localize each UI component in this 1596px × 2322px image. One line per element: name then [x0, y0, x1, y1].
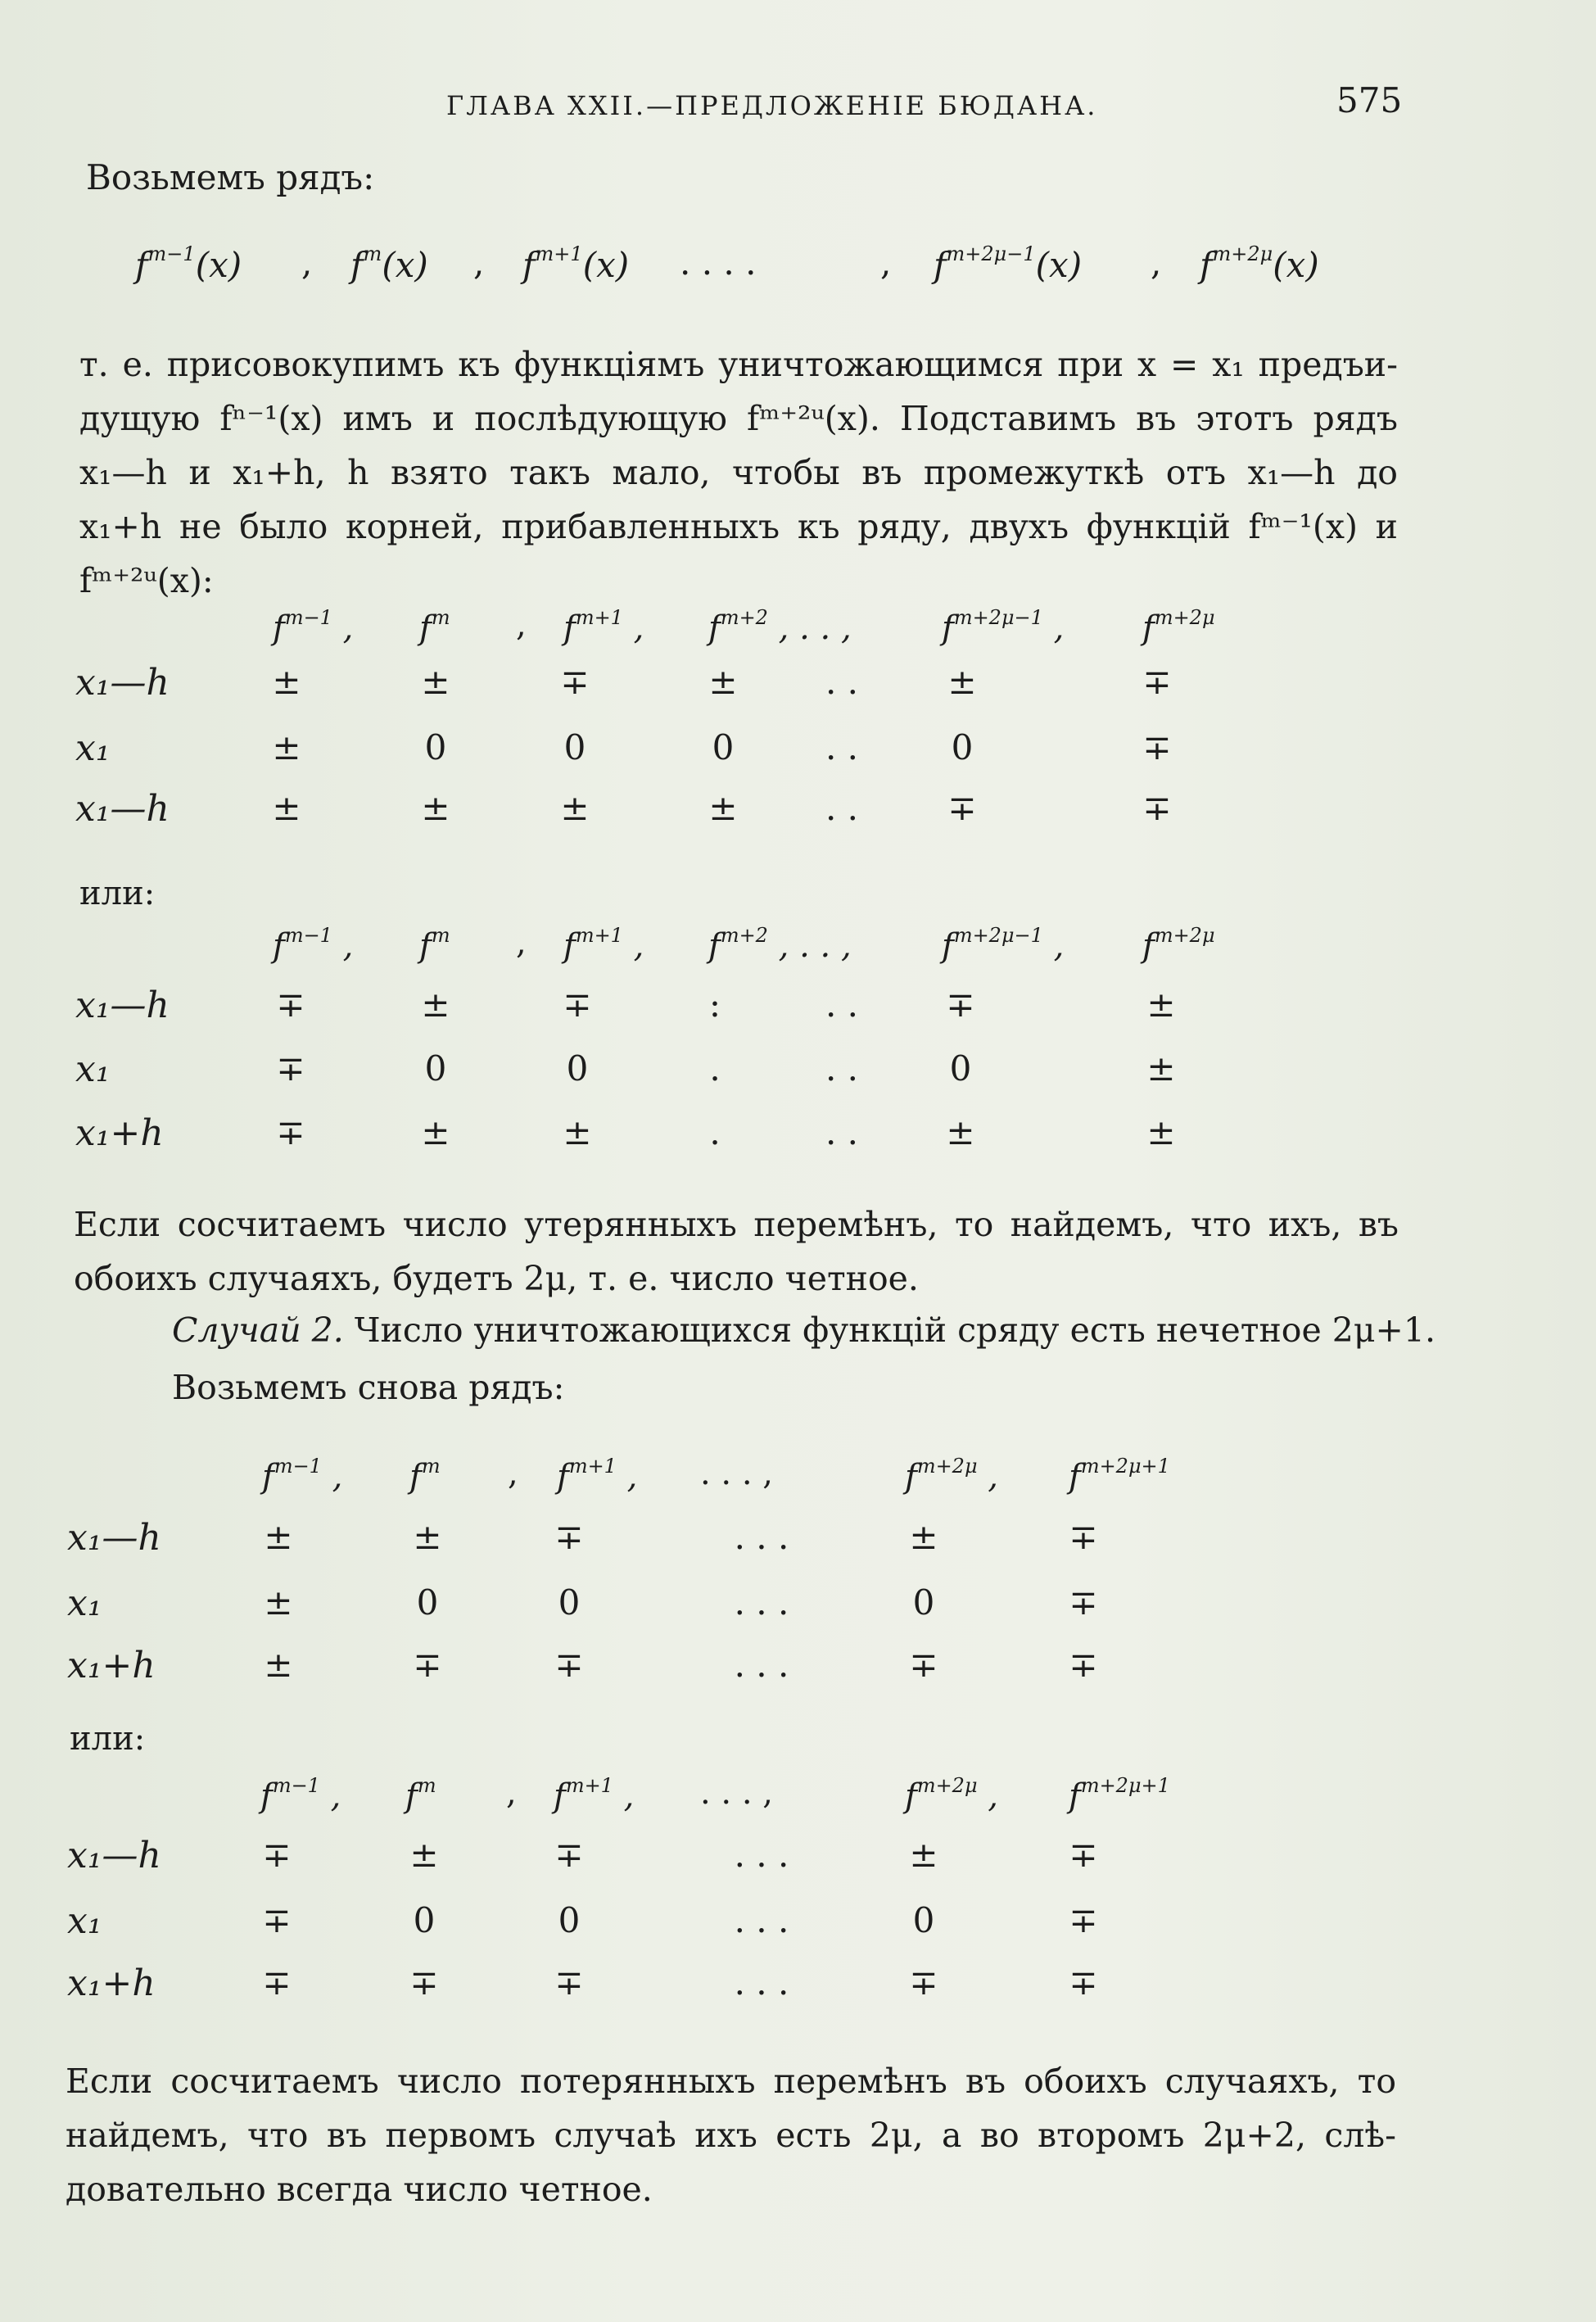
seq-f-m-plus-1: $f^{m+1}(x)$: [522, 242, 630, 285]
page-number: 575: [1336, 80, 1403, 120]
row-label: x₁—h: [67, 1517, 161, 1559]
row-label: x₁—h: [75, 662, 170, 704]
running-header: [0, 80, 1596, 129]
seq-f-m: $f^m(x)$: [350, 242, 428, 285]
or-label-1: или:: [79, 875, 156, 912]
case-2-text: Число уничтожающихся функцій сряду есть нечетное 2μ+1.: [354, 1310, 1435, 1350]
row-label: x₁: [67, 1900, 102, 1942]
paragraph-3: Если сосчитаемъ число потерянныхъ перемѣнъ въ обоихъ случаяхъ, то найдемъ, что въ первомъ случаѣ ихъ есть 2μ, а во второмъ 2μ+2, слѣ- довательно всегда число четное.: [66, 2062, 1396, 2209]
row-label: x₁+h: [75, 1112, 164, 1154]
case-2-line: [172, 1310, 1435, 1350]
row-label: x₁: [75, 727, 111, 769]
paragraph-1: т. е. присовокупимъ къ функціямъ уничтожающимся при x = x₁ предъи- дущую fⁿ⁻¹(x) имъ и послѣдующую fᵐ⁺²ᵘ(x). Подставимъ въ этотъ рядъ x₁—h и x₁+h, h взято такъ мало, чтобы въ промежуткѣ отъ x₁—h до x₁+h не было корней, прибавленныхъ къ ряду, двухъ функцій fᵐ⁻¹(x) и fᵐ⁺²ᵘ(x):: [79, 345, 1398, 600]
seq-ellipsis: . . . .: [680, 242, 757, 283]
row-label: x₁—h: [75, 788, 170, 830]
row-label: x₁: [67, 1582, 102, 1624]
seq-f-m-minus-1: $f^{m-1}(x)$: [135, 242, 242, 285]
seq-f-m-plus-2mu: $f^{m+2\mu}(x)$: [1200, 242, 1319, 285]
intro-2: Возьмемъ снова рядъ:: [172, 1368, 565, 1407]
row-label: x₁: [75, 1048, 111, 1090]
row-label: x₁—h: [75, 984, 170, 1026]
row-label: x₁—h: [67, 1835, 161, 1876]
function-sequence: $f^{m-1}(x)$ , $f^m(x)$ , $f^{m+1}(x)$ . . . . , $f^{m+2\mu-1}(x)$ , $f^{m+2\mu}(x)$: [135, 242, 1319, 285]
chapter-title: ГЛАВА XXII.—ПРЕДЛОЖЕНІЕ БЮДАНА.: [446, 90, 1098, 121]
book-page: ГЛАВА XXII.—ПРЕДЛОЖЕНІЕ БЮДАНА. 575 Возьмемъ рядъ: $f^{m-1}(x)$ , $f^m(x)$ , $f^{m+1}(x)$ . . . . , $f^{m+2\mu-1}(x)$ , $f^{m+2\mu}(x)$ т. е. присовокупимъ къ функціямъ уничтожающимся при x = x₁ предъи- дущую fⁿ⁻¹(x) имъ и послѣдующую fᵐ⁺²ᵘ(x). Подставимъ въ этотъ рядъ x₁—h и x₁+h, h взято такъ мало, чтобы въ промежуткѣ отъ x₁—h до x₁+h не было корней, прибавленныхъ къ ряду, двухъ функцій fᵐ⁻¹(x) и fᵐ⁺²ᵘ(x): $f^{m-1}$ , $f^m$ , $f^{m+1}$ , $f^{m+2}$ , . . , $f^{m+2\mu-1}$ , $f^{m+2\mu}$ x₁—h x₁ x₁—h ± ± ∓ ± . . ± ∓ ± 0 0 0 . . 0 ∓ ± ± ± ± . . ∓ ∓ или: $f^{m-1}$ , $f^m$ , $f^{m+1}$ , $f^{m+2}$ , . . , $f^{m+2\mu-1}$ , $f^{m+2\mu}$ x₁—h x₁ x₁+h ∓ ± ∓ : . . ∓ ± ∓ 0 0 . . . 0 ± ∓ ± ± . . . ± ± Если сосчитаемъ число утерянныхъ перемѣнъ, то найдемъ, что ихъ, въ обоихъ случаяхъ, будетъ 2μ, т. е. число четное. Случай 2. Число уничтожающихся функцій сряду есть нечетное 2μ+1. Возьмемъ снова рядъ: $f^{m-1}$ , $f^m$ , $f^{m+1}$ , . . . , $f^{m+2\mu}$ , $f^{m+2\mu+1}$ x₁—h x₁ x₁+h ± ± ∓ . . . ± ∓ ± 0 0 . . . 0 ∓ ± ∓ ∓ . . . ∓ ∓ или: $f^{m-1}$ , $f^m$ , $f^{m+1}$ , . . . , $f^{m+2\mu}$ , $f^{m+2\mu+1}$ x₁—h x₁ x₁+h ∓ ± ∓ . . . ± ∓ ∓ 0 0 . . . 0 ∓ ∓ ∓ ∓ . . . ∓ ∓ Если сосчитаемъ число потерянныхъ перемѣнъ въ обоихъ случаяхъ, то найдемъ, что въ первомъ случаѣ ихъ есть 2μ, а во второмъ 2μ+2, слѣ- довательно всегда число четное.: [0, 0, 1596, 2322]
or-label-2: или:: [70, 1720, 146, 1758]
paragraph-2: Если сосчитаемъ число утерянныхъ перемѣнъ, то найдемъ, что ихъ, въ обоихъ случаяхъ, будетъ 2μ, т. е. число четное.: [74, 1205, 1399, 1298]
intro-text: Возьмемъ рядъ:: [86, 157, 375, 197]
case-2-lead: Случай 2.: [172, 1310, 344, 1350]
row-label: x₁+h: [67, 1962, 156, 2004]
row-label: x₁+h: [67, 1645, 156, 1686]
seq-f-m-plus-2mu-minus-1: $f^{m+2\mu-1}(x)$: [934, 242, 1083, 285]
